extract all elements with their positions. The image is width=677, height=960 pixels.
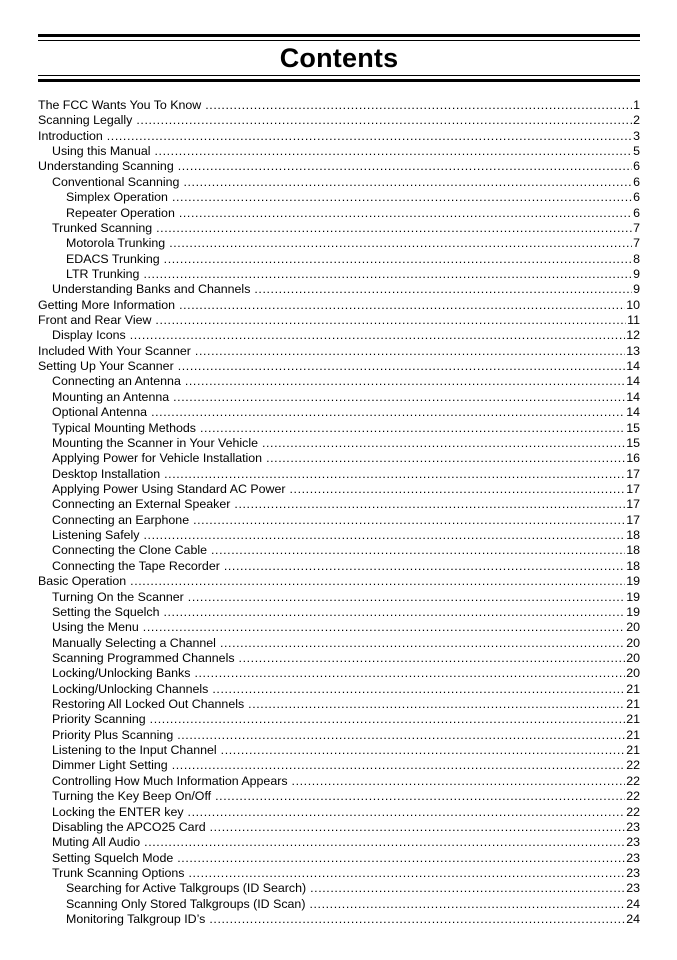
toc-entry-label: Setting Squelch Mode bbox=[52, 850, 174, 865]
toc-entry-label: Priority Plus Scanning bbox=[52, 727, 174, 742]
toc-dot-leader bbox=[179, 206, 632, 221]
toc-entry-label: Understanding Banks and Channels bbox=[52, 282, 251, 297]
toc-entry[interactable] bbox=[38, 636, 640, 651]
toc-entry-label: Optional Antenna bbox=[52, 405, 148, 420]
toc-entry[interactable] bbox=[38, 620, 640, 635]
toc-entry-page-number: 8 bbox=[633, 251, 640, 266]
toc-dot-leader bbox=[143, 267, 632, 282]
toc-entry[interactable] bbox=[38, 175, 640, 190]
toc-entry-page-number: 1 bbox=[633, 98, 640, 112]
toc-dot-leader bbox=[164, 467, 625, 482]
toc-entry[interactable] bbox=[38, 851, 640, 866]
toc-entry-page-number: 7 bbox=[633, 220, 640, 235]
toc-entry-page-number: 10 bbox=[626, 297, 640, 312]
toc-entry-page-number: 6 bbox=[633, 205, 640, 220]
toc-entry[interactable] bbox=[38, 267, 640, 282]
toc-dot-leader bbox=[155, 313, 626, 328]
toc-entry-page-number: 23 bbox=[626, 865, 640, 880]
toc-entry[interactable] bbox=[38, 513, 640, 528]
toc-entry-label: Typical Mounting Methods bbox=[52, 420, 196, 435]
toc-entry-page-number: 20 bbox=[626, 620, 640, 635]
toc-entry[interactable] bbox=[38, 467, 640, 482]
toc-entry[interactable] bbox=[38, 374, 640, 389]
toc-entry-page-number: 23 bbox=[626, 850, 640, 865]
toc-entry[interactable] bbox=[38, 113, 640, 128]
toc-dot-leader bbox=[177, 851, 625, 866]
toc-entry-page-number: 20 bbox=[626, 666, 640, 681]
toc-entry[interactable] bbox=[38, 728, 640, 743]
toc-entry[interactable] bbox=[38, 866, 640, 881]
toc-dot-leader bbox=[266, 451, 625, 466]
toc-entry-page-number: 14 bbox=[626, 389, 640, 404]
toc-entry-page-number: 9 bbox=[633, 282, 640, 297]
toc-dot-leader bbox=[163, 605, 625, 620]
toc-dot-leader bbox=[195, 344, 625, 359]
toc-entry-page-number: 24 bbox=[626, 896, 640, 911]
toc-entry-page-number: 3 bbox=[633, 128, 640, 143]
toc-entry-label: Turning the Key Beep On/Off bbox=[52, 789, 212, 804]
page-title: Contents bbox=[279, 43, 399, 73]
toc-entry[interactable] bbox=[38, 144, 640, 159]
toc-dot-leader bbox=[211, 543, 625, 558]
title-rule-top bbox=[38, 34, 640, 37]
toc-entry[interactable] bbox=[38, 405, 640, 420]
toc-entry-label: The FCC Wants You To Know bbox=[38, 98, 202, 112]
toc-dot-leader bbox=[289, 482, 625, 497]
toc-entry-label: Desktop Installation bbox=[52, 466, 161, 481]
toc-entry-page-number: 21 bbox=[626, 727, 640, 742]
toc-dot-leader bbox=[262, 436, 625, 451]
toc-entry-page-number: 20 bbox=[626, 635, 640, 650]
toc-entry[interactable] bbox=[38, 543, 640, 558]
toc-entry-page-number: 23 bbox=[626, 835, 640, 850]
toc-entry-label: Simplex Operation bbox=[66, 190, 168, 205]
toc-dot-leader bbox=[220, 636, 625, 651]
toc-entry-label: Listening to the Input Channel bbox=[52, 743, 217, 758]
toc-entry[interactable] bbox=[38, 651, 640, 666]
toc-entry-page-number: 11 bbox=[627, 313, 640, 328]
toc-entry-label: Mounting an Antenna bbox=[52, 389, 170, 404]
toc-entry-page-number: 18 bbox=[626, 543, 640, 558]
toc-entry-label: Applying Power Using Standard AC Power bbox=[52, 481, 286, 496]
toc-entry-page-number: 6 bbox=[633, 190, 640, 205]
toc-entry-page-number: 14 bbox=[626, 405, 640, 420]
toc-entry[interactable] bbox=[38, 482, 640, 497]
toc-dot-leader bbox=[164, 252, 632, 267]
toc-entry-label: Connecting an External Speaker bbox=[52, 497, 231, 512]
toc-dot-leader bbox=[193, 513, 625, 528]
toc-entry-label: Connecting an Earphone bbox=[52, 512, 190, 527]
toc-entry-page-number: 23 bbox=[626, 819, 640, 834]
toc-entry-page-number: 17 bbox=[626, 497, 640, 512]
toc-dot-leader bbox=[224, 559, 625, 574]
toc-entry[interactable] bbox=[38, 697, 640, 712]
toc-entry-label: Scanning Programmed Channels bbox=[52, 650, 235, 665]
toc-entry[interactable] bbox=[38, 236, 640, 251]
toc-dot-leader bbox=[239, 651, 626, 666]
toc-entry-page-number: 21 bbox=[626, 743, 640, 758]
toc-dot-leader bbox=[150, 712, 626, 727]
toc-entry[interactable] bbox=[38, 159, 640, 174]
toc-dot-leader bbox=[179, 298, 625, 313]
toc-entry-page-number: 17 bbox=[626, 466, 640, 481]
title-rule-top-thin bbox=[38, 40, 640, 41]
toc-entry-label: Scanning Only Stored Talkgroups (ID Scan) bbox=[66, 896, 306, 911]
toc-entry-label: Applying Power for Vehicle Installation bbox=[52, 451, 263, 466]
toc-entry[interactable] bbox=[38, 451, 640, 466]
toc-entry-label: Restoring All Locked Out Channels bbox=[52, 697, 245, 712]
toc-dot-leader bbox=[185, 374, 625, 389]
toc-dot-leader bbox=[188, 590, 625, 605]
toc-entry-label: Using the Menu bbox=[52, 620, 139, 635]
toc-dot-leader bbox=[221, 743, 626, 758]
toc-entry-page-number: 22 bbox=[626, 804, 640, 819]
toc-entry-page-number: 5 bbox=[633, 144, 640, 159]
page bbox=[38, 34, 640, 927]
toc-entry[interactable] bbox=[38, 282, 640, 297]
toc-dot-leader bbox=[309, 897, 625, 912]
toc-entry-label: Front and Rear View bbox=[38, 313, 152, 328]
toc-entry-label: Conventional Scanning bbox=[52, 174, 180, 189]
toc-entry-label: Muting All Audio bbox=[52, 835, 141, 850]
toc-entry-label: Repeater Operation bbox=[66, 205, 175, 220]
toc-entry-page-number: 2 bbox=[633, 113, 640, 128]
toc-entry-label: Introduction bbox=[38, 128, 103, 143]
toc-entry-label: Understanding Scanning bbox=[38, 159, 174, 174]
toc-dot-leader bbox=[254, 282, 632, 297]
toc-dot-leader bbox=[172, 190, 632, 205]
toc-entry-page-number: 16 bbox=[626, 451, 640, 466]
toc-dot-leader bbox=[200, 421, 625, 436]
toc-entry[interactable] bbox=[38, 421, 640, 436]
toc-entry-page-number: 6 bbox=[633, 159, 640, 174]
toc-dot-leader bbox=[248, 697, 625, 712]
toc-entry-label: Basic Operation bbox=[38, 574, 127, 589]
toc-entry-label: Locking the ENTER key bbox=[52, 804, 184, 819]
toc-entry-label: Connecting the Tape Recorder bbox=[52, 558, 220, 573]
toc-entry[interactable] bbox=[38, 313, 640, 328]
toc-entry[interactable] bbox=[38, 897, 640, 912]
toc-entry-label: Controlling How Much Information Appears bbox=[52, 773, 288, 788]
toc-dot-leader bbox=[310, 881, 625, 896]
toc-entry-page-number: 23 bbox=[626, 881, 640, 896]
toc-entry[interactable] bbox=[38, 359, 640, 374]
toc-entry-page-number: 14 bbox=[626, 359, 640, 374]
toc-entry-label: Trunked Scanning bbox=[52, 220, 153, 235]
toc-dot-leader bbox=[154, 144, 632, 159]
toc-dot-leader bbox=[130, 328, 626, 343]
toc-entry[interactable] bbox=[38, 221, 640, 236]
toc-entry-label: Connecting an Antenna bbox=[52, 374, 181, 389]
toc-entry-page-number: 20 bbox=[626, 650, 640, 665]
toc-entry-label: Disabling the APCO25 Card bbox=[52, 819, 206, 834]
toc-entry[interactable] bbox=[38, 328, 640, 343]
toc-entry[interactable] bbox=[38, 129, 640, 144]
toc-entry[interactable] bbox=[38, 605, 640, 620]
toc-entry-page-number: 18 bbox=[626, 558, 640, 573]
toc-entry-label: Display Icons bbox=[52, 328, 126, 343]
toc-entry-label: Using this Manual bbox=[52, 144, 151, 159]
toc-entry-page-number: 15 bbox=[626, 435, 640, 450]
toc-entry[interactable] bbox=[38, 436, 640, 451]
toc-entry[interactable] bbox=[38, 712, 640, 727]
toc-dot-leader bbox=[169, 236, 632, 251]
toc-entry[interactable] bbox=[38, 98, 640, 113]
toc-entry-label: Mounting the Scanner in Your Vehicle bbox=[52, 435, 258, 450]
toc-dot-leader bbox=[188, 866, 625, 881]
toc-dot-leader bbox=[209, 912, 625, 927]
toc-entry[interactable] bbox=[38, 574, 640, 589]
toc-dot-leader bbox=[183, 175, 632, 190]
toc-dot-leader bbox=[205, 98, 632, 113]
toc-entry-page-number: 21 bbox=[626, 681, 640, 696]
toc-entry-label: Getting More Information bbox=[38, 297, 176, 312]
toc-entry[interactable] bbox=[38, 190, 640, 205]
toc-dot-leader bbox=[143, 528, 625, 543]
toc-dot-leader bbox=[130, 574, 625, 589]
toc-dot-leader bbox=[215, 789, 625, 804]
toc-entry-label: Monitoring Talkgroup ID’s bbox=[66, 912, 206, 927]
table-of-contents bbox=[38, 98, 640, 927]
toc-dot-leader bbox=[151, 405, 625, 420]
toc-entry-page-number: 22 bbox=[626, 773, 640, 788]
toc-entry-label: Searching for Active Talkgroups (ID Search) bbox=[66, 881, 307, 896]
toc-entry[interactable] bbox=[38, 881, 640, 896]
toc-entry[interactable] bbox=[38, 206, 640, 221]
toc-entry[interactable] bbox=[38, 390, 640, 405]
toc-entry-label: Priority Scanning bbox=[52, 712, 146, 727]
toc-dot-leader bbox=[234, 497, 625, 512]
toc-entry-label: Turning On the Scanner bbox=[52, 589, 184, 604]
toc-entry-page-number: 17 bbox=[626, 481, 640, 496]
toc-entry-label: Manually Selecting a Channel bbox=[52, 635, 216, 650]
toc-entry-label: Dimmer Light Setting bbox=[52, 758, 168, 773]
toc-entry-page-number: 19 bbox=[626, 604, 640, 619]
toc-entry[interactable] bbox=[38, 682, 640, 697]
toc-entry[interactable] bbox=[38, 912, 640, 927]
toc-entry[interactable] bbox=[38, 559, 640, 574]
title-rule-bottom-thin bbox=[38, 75, 640, 76]
toc-entry[interactable] bbox=[38, 774, 640, 789]
toc-dot-leader bbox=[173, 390, 625, 405]
toc-dot-leader bbox=[156, 221, 632, 236]
toc-entry-page-number: 15 bbox=[626, 420, 640, 435]
toc-dot-leader bbox=[107, 129, 632, 144]
toc-entry-label: Locking/Unlocking Banks bbox=[52, 666, 191, 681]
toc-entry-label: Included With Your Scanner bbox=[38, 343, 191, 358]
toc-entry-label: Trunk Scanning Options bbox=[52, 865, 185, 880]
toc-entry-label: Connecting the Clone Cable bbox=[52, 543, 207, 558]
toc-entry-label: Listening Safely bbox=[52, 528, 140, 543]
toc-entry-page-number: 22 bbox=[626, 789, 640, 804]
toc-dot-leader bbox=[178, 159, 632, 174]
toc-entry-page-number: 12 bbox=[626, 328, 640, 343]
toc-entry[interactable] bbox=[38, 298, 640, 313]
toc-entry-page-number: 19 bbox=[626, 589, 640, 604]
toc-entry-page-number: 24 bbox=[626, 912, 640, 927]
toc-entry[interactable] bbox=[38, 835, 640, 850]
toc-entry-page-number: 21 bbox=[626, 697, 640, 712]
toc-dot-leader bbox=[143, 620, 625, 635]
toc-dot-leader bbox=[212, 682, 625, 697]
toc-entry[interactable] bbox=[38, 758, 640, 773]
toc-entry[interactable] bbox=[38, 590, 640, 605]
toc-entry-page-number: 13 bbox=[626, 343, 640, 358]
toc-entry[interactable] bbox=[38, 344, 640, 359]
toc-entry[interactable] bbox=[38, 805, 640, 820]
toc-entry[interactable] bbox=[38, 666, 640, 681]
toc-dot-leader bbox=[194, 666, 625, 681]
toc-entry-page-number: 9 bbox=[633, 266, 640, 281]
toc-entry-page-number: 22 bbox=[626, 758, 640, 773]
toc-dot-leader bbox=[177, 728, 625, 743]
toc-entry[interactable] bbox=[38, 252, 640, 267]
toc-entry[interactable] bbox=[38, 497, 640, 512]
toc-entry-label: EDACS Trunking bbox=[66, 251, 160, 266]
toc-entry-page-number: 17 bbox=[626, 512, 640, 527]
toc-entry-label: LTR Trunking bbox=[66, 266, 140, 281]
toc-entry-label: Scanning Legally bbox=[38, 113, 133, 128]
toc-dot-leader bbox=[144, 835, 625, 850]
toc-entry[interactable] bbox=[38, 789, 640, 804]
toc-dot-leader bbox=[136, 113, 632, 128]
toc-entry-page-number: 19 bbox=[626, 574, 640, 589]
toc-entry-page-number: 18 bbox=[626, 528, 640, 543]
toc-entry-page-number: 7 bbox=[633, 236, 640, 251]
toc-entry[interactable] bbox=[38, 820, 640, 835]
toc-entry-page-number: 6 bbox=[633, 174, 640, 189]
toc-dot-leader bbox=[210, 820, 626, 835]
toc-entry-label: Setting Up Your Scanner bbox=[38, 359, 174, 374]
toc-entry-label: Locking/Unlocking Channels bbox=[52, 681, 209, 696]
toc-entry[interactable] bbox=[38, 743, 640, 758]
toc-entry-page-number: 21 bbox=[626, 712, 640, 727]
toc-dot-leader bbox=[172, 758, 626, 773]
toc-entry-label: Motorola Trunking bbox=[66, 236, 166, 251]
toc-dot-leader bbox=[292, 774, 626, 789]
title-rule-bottom bbox=[38, 79, 640, 82]
toc-dot-leader bbox=[178, 359, 626, 374]
toc-entry[interactable] bbox=[38, 528, 640, 543]
toc-entry-label: Setting the Squelch bbox=[52, 604, 160, 619]
toc-dot-leader bbox=[188, 805, 626, 820]
toc-entry-page-number: 14 bbox=[626, 374, 640, 389]
